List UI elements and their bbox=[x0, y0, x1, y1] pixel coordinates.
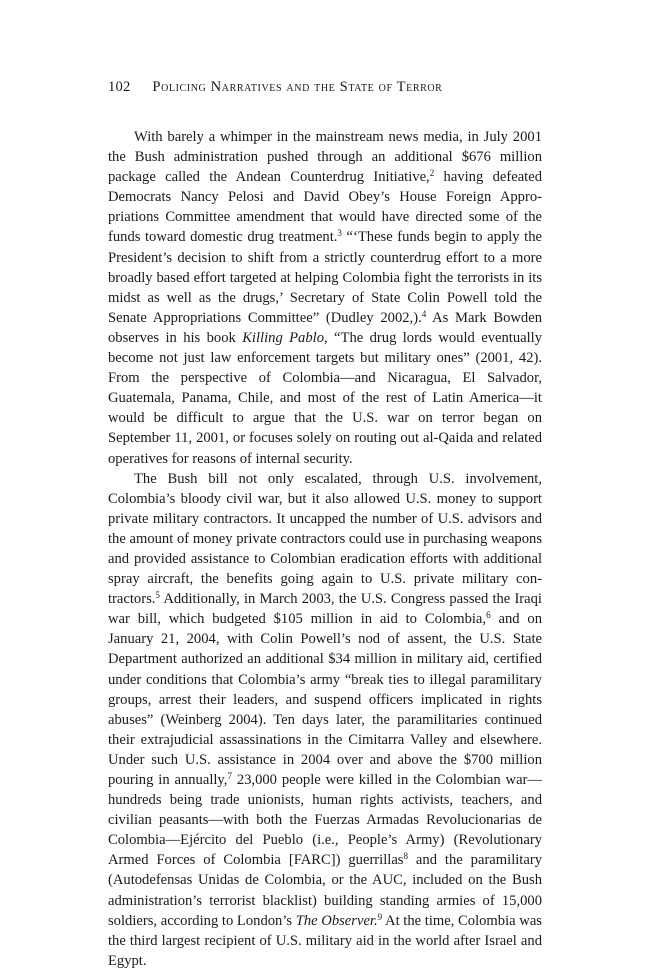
footnote-ref: 2 bbox=[429, 168, 435, 179]
text-run: With barely a whimper in the mainstream news media, in July 2001 the Bush administration pushed through an additional $676 million package called the Andean Counterdrug Initiative, bbox=[108, 129, 542, 186]
italic-title: Killing Pablo bbox=[242, 329, 325, 346]
text-run: As Mark Bowden observes in his book bbox=[108, 309, 542, 346]
text-run: At the time, Colombia was the third largest recipient of U.S. military aid in the world after Israel and Egypt. bbox=[108, 912, 542, 969]
text-run: The Bush bill not only escalated, through U.S. involvement, Colombia’s bloody civil war, but it also allowed U.S. money to support private military contractors. It uncapped the number of U.S. advisors and the amount of money private contractors could use in purchasing weapons and provided assistance to Colombian eradication efforts with additional spray aircraft, the benefits going again to U.S. private military contractors. bbox=[108, 470, 542, 608]
text-run: Additionally, in March 2003, the U.S. Congress passed the Iraqi war bill, which budgeted $105 million in aid to Colombia, bbox=[108, 591, 542, 628]
footnote-ref: 9 bbox=[377, 911, 383, 922]
footnote-ref: 6 bbox=[486, 610, 491, 621]
paragraph bbox=[108, 127, 542, 469]
italic-title: The Observer. bbox=[295, 912, 378, 929]
text-run: 23,000 people were killed in the Colombian war—hundreds being trade unionists, human rights activists, teachers, and civilian peasants—with both the Fuerzas Armadas Revolucionarias de Colombia—Ejército del Pueblo (i.e., People’s Army) (Revolutionary Armed Forces of Colombia [FARC]) guerrillas bbox=[108, 772, 543, 869]
footnote-ref: 4 bbox=[421, 308, 427, 319]
running-header bbox=[108, 79, 548, 96]
body-text bbox=[108, 127, 542, 971]
footnote-ref: 8 bbox=[403, 851, 409, 862]
page-number: 102 bbox=[108, 79, 131, 95]
text-run: , “The drug lords would eventually become not just law enforcement targets but military ones” (2001, 42). From the perspective of Colombia—and Nicaragua, El Salvador, Guatemala, Panama, Chile, and most of the rest of Latin America—it would be difficult to argue that the U.S. war on terror began on September 11, 2001, or focuses solely on routing out al-Qaida and related operatives for reasons of internal security. bbox=[108, 329, 542, 467]
text-run: and the paramilitary (Autodefensas Unidas de Colombia, or the AUC, included on the Bush administration’s terrorist blacklist) building standing armies of 15,000 soldiers, according to London’s bbox=[108, 852, 542, 929]
text-run: having defeated Democrats Nancy Pelosi and David Obey’s House Foreign Appropriations Committee amendment that would have directed some of the funds toward domestic drug treatment. bbox=[108, 169, 542, 246]
text-run: and on January 21, 2004, with Colin Powell’s nod of assent, the U.S. State Department authorized an additional $34 million in military aid, certified under conditions that Colombia’s army “break ties to illegal paramilitary groups, arrest their leaders, and suspend officers implicated in rights abuses” (Weinberg 2004). Ten days later, the paramilitaries continued their extrajudicial assassinations in the Cimitarra Valley and elsewhere. Under such U.S. assistance in 2004 over and above the $700 million pouring in annually, bbox=[108, 611, 542, 788]
text-run: “‘These funds begin to apply the President’s decision to shift from a strictly counterdrug effort to a more broadly based effort targeted at helping Colombia fight the terrorists in its midst as well as the drugs,’ Secretary of State Colin Powell told the Senate Appropriations Committee” (Dudley 2002,). bbox=[108, 229, 542, 326]
footnote-ref: 5 bbox=[155, 590, 160, 601]
running-title: Policing Narratives and the State of Terror bbox=[152, 79, 443, 95]
paragraph bbox=[108, 469, 542, 971]
footnote-ref: 3 bbox=[337, 228, 342, 239]
footnote-ref: 7 bbox=[227, 771, 232, 782]
